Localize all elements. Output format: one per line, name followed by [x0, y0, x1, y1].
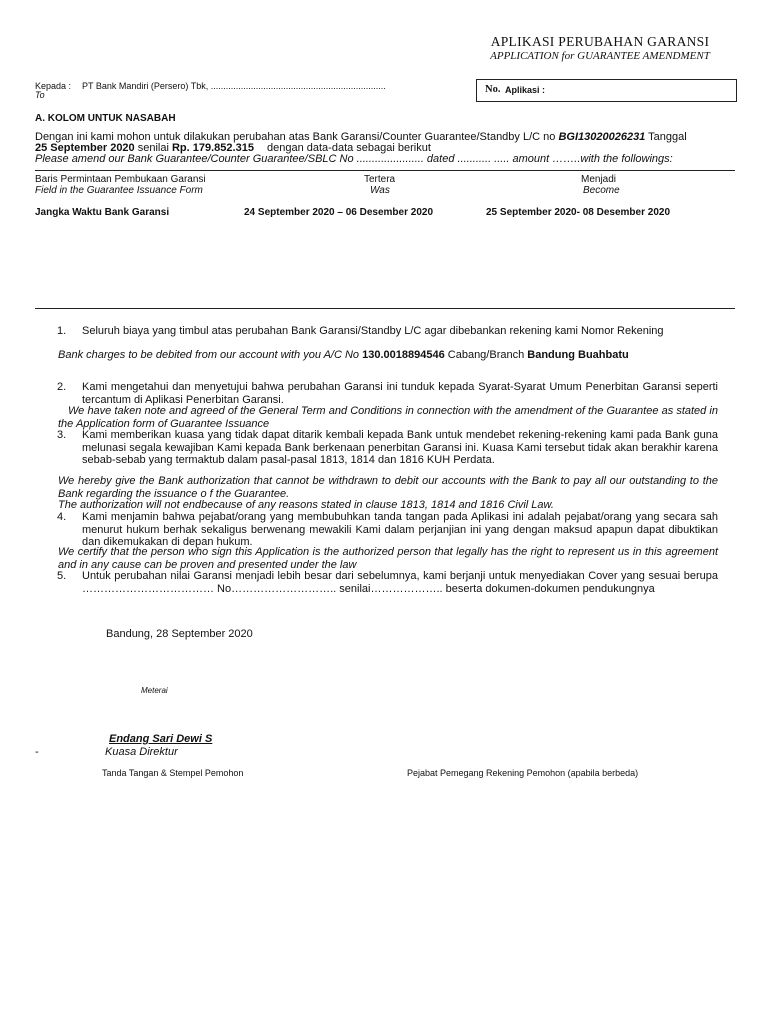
guarantee-date: 25 September 2020 — [35, 142, 135, 154]
applicant-signature-label: Tanda Tangan & Stempel Pemohon — [102, 768, 244, 778]
intro-text-1: Dengan ini kami mohon untuk dilakukan perubahan atas Bank Garansi/Counter Guarantee/Standby L/C no — [35, 131, 556, 143]
section-a-intro-en: Please amend our Bank Guarantee/Counter Guarantee/SBLC No ...................... dated ........... ..... amount ……..with the followings: — [35, 153, 673, 165]
document-title: APLIKASI PERUBAHAN GARANSI — [490, 34, 710, 49]
application-number-box — [476, 79, 737, 102]
application-number-text: Aplikasi : — [505, 85, 546, 95]
item-2-text: Kami mengetahui dan menyetujui bahwa perubahan Garansi ini tunduk kepada Syarat-Syarat Umum Penerbitan Garansi seperti tercantum di Aplikasi Penerbitan Garansi. — [82, 381, 718, 406]
item-2-english: We have taken note and agreed of the General Term and Conditions in connection with the amendment of the Guarantee as stated in the Application form of Guarantee Issuance — [58, 405, 718, 430]
item-1-english-text: Bank charges to be debited from our account with you A/C No — [58, 349, 360, 361]
divider-bottom — [35, 308, 735, 309]
item-3-number: 3. — [57, 429, 67, 441]
branch-label: Cabang/Branch — [447, 349, 525, 361]
column-was-header: Tertera — [364, 174, 396, 185]
column-become-header: Menjadi — [581, 174, 617, 185]
recipient-label: Kepada : — [35, 81, 72, 91]
guarantee-amount: Rp. 179.852.315 — [171, 142, 254, 154]
item-3-text: Kami memberikan kuasa yang tidak dapat ditarik kembali kepada Bank untuk mendebet rekening-rekening kami pada Bank guna melunasi segala kewajiban Kami kepada Bank berkenaan penerbitan Garansi ini. Kuasa Kami tersebut tidak akan berakhir karena sebab-sebab yang termaktub dalam pasal-pasal 1813, 1814 dan 1816 KUH Perdata. — [82, 429, 718, 466]
row-was: 24 September 2020 – 06 Desember 2020 — [244, 207, 434, 218]
item-2-number: 2. — [57, 381, 67, 393]
item-1-number: 1. — [57, 325, 67, 337]
branch-name: Bandung Buahbatu — [527, 349, 629, 361]
row-become: 25 September 2020- 08 Desember 2020 — [486, 207, 671, 218]
section-a-title: A. KOLOM UNTUK NASABAH — [35, 113, 176, 124]
amount-label: senilai — [137, 142, 169, 154]
account-number: 130.0018894546 — [362, 349, 445, 361]
item-1-english — [58, 349, 629, 361]
item-4-text: Kami menjamin bahwa pejabat/orang yang membubuhkan tanda tangan pada Aplikasi ini adalah pejabat/orang yang secara sah menurut hukum berhak sekaligus berwenang mewakili Kami dalam perjanjian ini yang dengan maksud apapun dapat dibuktikan dan dikemukakan di depan hukum. — [82, 511, 718, 548]
item-3-english: We hereby give the Bank authorization that cannot be withdrawn to debit our accounts with the Bank to pay all our outstanding to the Bank regarding the issuance o f the Guarantee. — [58, 475, 718, 500]
item-4-english: We certify that the person who sign this Application is the authorized person that legally has the right to represent us in this agreement and in any cause can be proven and presented under the law — [58, 546, 718, 571]
column-was-header-en: Was — [370, 185, 390, 196]
intro-text-2: Tanggal — [648, 131, 687, 143]
stamp-label: Meterai — [141, 686, 168, 695]
signer-name: Endang Sari Dewi S — [109, 733, 213, 745]
item-5-number: 5. — [57, 570, 67, 582]
recipient-label-en: To — [35, 90, 45, 100]
item-4-number: 4. — [57, 511, 67, 523]
row-field: Jangka Waktu Bank Garansi — [35, 207, 170, 218]
document-subtitle: APPLICATION for GUARANTEE AMENDMENT — [490, 50, 710, 62]
account-officer-label: Pejabat Pemegang Rekening Pemohon (apabila berbeda) — [407, 768, 639, 778]
column-field-header-en: Field in the Guarantee Issuance Form — [35, 185, 203, 196]
item-1-text: Seluruh biaya yang timbul atas perubahan Bank Garansi/Standby L/C agar dibebankan rekening kami Nomor Rekening — [82, 325, 664, 337]
recipient-value: PT Bank Mandiri (Persero) Tbk, ...................................................................... — [82, 81, 386, 91]
column-field-header: Baris Permintaan Pembukaan Garansi — [35, 174, 206, 185]
guarantee-number: BGI13020026231 — [558, 131, 646, 143]
application-number-label: No. — [485, 84, 501, 95]
item-5-text: Untuk perubahan nilai Garansi menjadi lebih besar dari sebelumnya, kami berjanji untuk menyediakan Cover yang sesuai berupa ……………………………… No……………………….. senilai……………….. beserta dokumen-dokumen pendukungnya — [82, 570, 718, 595]
intro-text-3: dengan data-data sebagai berikut — [267, 142, 431, 154]
divider-top — [35, 170, 735, 171]
signer-dash: - — [35, 746, 39, 758]
signer-position: Kuasa Direktur — [105, 746, 178, 758]
item-3-english-2: The authorization will not endbecause of any reasons stated in clause 1813, 1814 and 1816 Civil Law. — [58, 499, 554, 511]
column-become-header-en: Become — [583, 185, 620, 196]
place-date: Bandung, 28 September 2020 — [106, 628, 253, 640]
